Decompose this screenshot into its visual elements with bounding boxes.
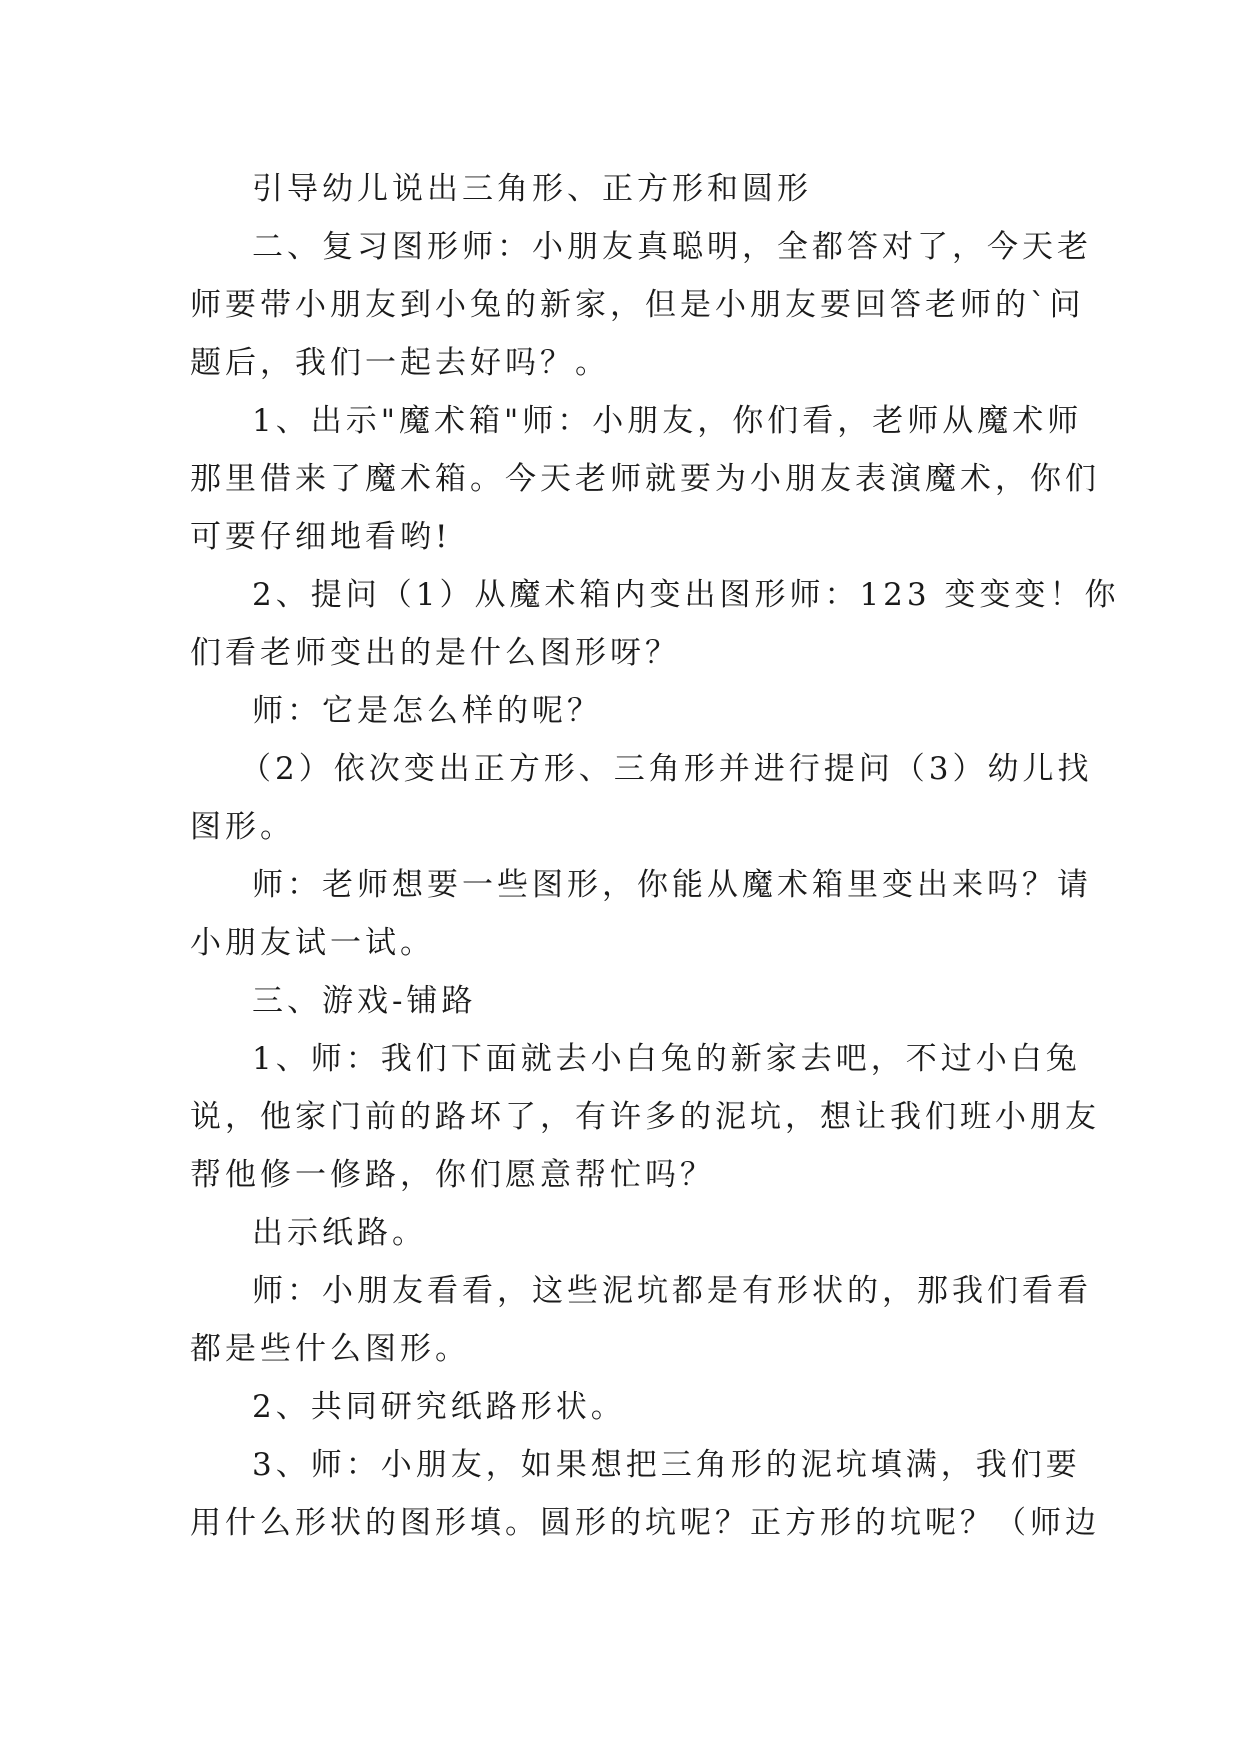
paragraph-line: 引导幼儿说出三角形、正方形和圆形 [252,171,812,207]
paragraph-line: 图形。 [190,809,295,845]
document-body [190,160,1120,1552]
paragraph-line: 帮他修一修路，你们愿意帮忙吗？ [190,1157,715,1193]
paragraph-line: 出示纸路。 [252,1215,427,1251]
paragraph-line: 师要带小朋友到小兔的新家，但是小朋友要回答老师的`问 [190,287,1085,323]
paragraph [190,682,1050,740]
paragraph [190,566,1120,682]
paragraph-line: 都是些什么图形。 [190,1331,470,1367]
paragraph-line: 1、出示"魔术箱"师：小朋友，你们看，老师从魔术师 [252,403,1083,439]
paragraph-line: 们看老师变出的是什么图形呀？ [190,635,680,671]
paragraph [190,392,1100,566]
paragraph [190,972,1050,1030]
paragraph-line: 3、师：小朋友，如果想把三角形的泥坑填满，我们要 [252,1447,1081,1483]
paragraph [190,1030,1100,1204]
paragraph-line: 说，他家门前的路坏了，有许多的泥坑，想让我们班小朋友 [190,1099,1100,1135]
paragraph-line: 可要仔细地看哟! [190,519,452,555]
paragraph [190,856,1092,972]
paragraph [190,1204,1050,1262]
paragraph-line: 1、师：我们下面就去小白兔的新家去吧，不过小白兔 [252,1041,1081,1077]
paragraph-line: 2、共同研究纸路形状。 [252,1389,626,1425]
paragraph-line: 小朋友试一试。 [190,925,435,961]
paragraph-line: 二、复习图形师：小朋友真聪明，全都答对了，今天老 [252,229,1092,265]
paragraph-line: 三、游戏-铺路 [252,983,477,1019]
paragraph-line: 2、提问（1）从魔术箱内变出图形师：123 变变变！你 [252,577,1120,613]
paragraph-line: 师：它是怎么样的呢？ [252,693,602,729]
paragraph-line: 用什么形状的图形填。圆形的坑呢？正方形的坑呢？（师边 [190,1505,1100,1541]
paragraph-line: 师：小朋友看看，这些泥坑都是有形状的，那我们看看 [252,1273,1092,1309]
paragraph-line: （2）依次变出正方形、三角形并进行提问（3）幼儿找 [240,751,1093,787]
paragraph [190,1262,1092,1378]
paragraph [190,740,1093,856]
paragraph-line: 题后，我们一起去好吗？。 [190,345,610,381]
paragraph-line: 那里借来了魔术箱。今天老师就要为小朋友表演魔术，你们 [190,461,1100,497]
paragraph [190,1436,1100,1552]
paragraph [190,160,1050,218]
paragraph-line: 师：老师想要一些图形，你能从魔术箱里变出来吗？请 [252,867,1092,903]
paragraph [190,1378,1050,1436]
paragraph [190,218,1092,392]
